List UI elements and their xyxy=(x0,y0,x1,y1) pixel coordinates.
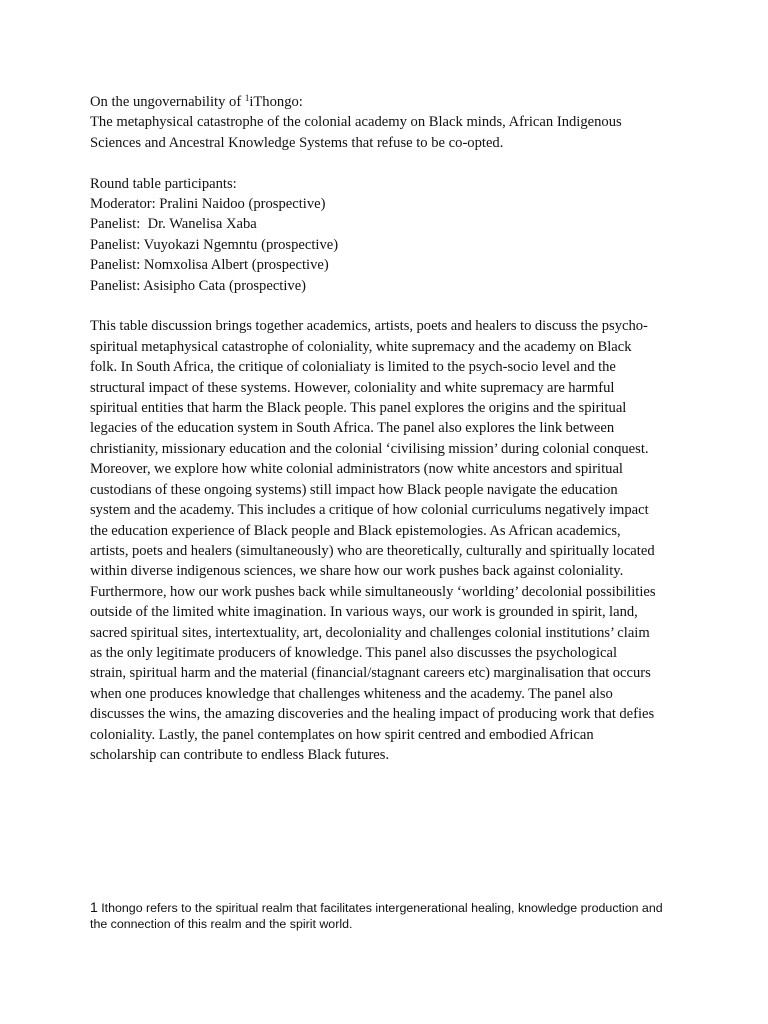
body-line: within diverse indigenous sciences, we share how our work pushes back against coloniality. xyxy=(90,563,624,580)
body-line: artists, poets and healers (simultaneously) who are theoretically, culturally and spiritually located xyxy=(90,542,655,559)
body-line: structural impact of these systems. However, coloniality and white supremacy are harmful xyxy=(90,379,615,396)
footnote-line-1 xyxy=(90,899,690,916)
body-line: christianity, missionary education and the colonial ‘civilising mission’ during colonial conquest. xyxy=(90,440,649,457)
blank-line xyxy=(90,153,682,173)
body-line: outside of the limited white imagination. In various ways, our work is grounded in spirit, land, xyxy=(90,604,638,621)
body-line: strain, spiritual harm and the material (financial/stagnant careers etc) marginalisation that occurs xyxy=(90,665,651,682)
body-line: legacies of the education system in South Africa. The panel also explores the link between xyxy=(90,420,615,437)
participant-item: Moderator: Pralini Naidoo (prospective) xyxy=(90,196,326,213)
blank-line xyxy=(90,296,682,316)
footnote-reference[interactable]: 1 xyxy=(244,93,250,103)
body-line: the education experience of Black people and Black epistemologies. As African academics, xyxy=(90,522,621,539)
body-line: discusses the wins, the amazing discoveries and the healing impact of producing work that defies xyxy=(90,706,655,723)
title-suffix: iThongo: xyxy=(249,94,303,110)
footnote xyxy=(90,899,690,932)
body-line: as the only legitimate producers of knowledge. This panel also discusses the psychological xyxy=(90,644,618,661)
participant-item: Panelist: Dr. Wanelisa Xaba xyxy=(90,216,257,233)
body-line: This table discussion brings together academics, artists, poets and healers to discuss the psycho- xyxy=(90,318,648,335)
body-line: when one produces knowledge that challenges whiteness and the academy. The panel also xyxy=(90,685,613,702)
body-line: sacred spiritual sites, intertextuality, art, decoloniality and challenges colonial institutions’ claim xyxy=(90,624,650,641)
title-prefix: On the ungovernability of xyxy=(90,94,245,110)
body-line: Furthermore, how our work pushes back while simultaneously ‘worlding’ decolonial possibilities xyxy=(90,583,656,600)
participant-item: Panelist: Nomxolisa Albert (prospective) xyxy=(90,257,329,274)
body-line: spiritual metaphysical catastrophe of coloniality, white supremacy and the academy on Black xyxy=(90,338,632,355)
body-line: folk. In South Africa, the critique of colonialiaty is limited to the psych-socio level and the xyxy=(90,359,616,376)
document-title xyxy=(90,92,682,112)
subtitle-line-1: The metaphysical catastrophe of the colonial academy on Black minds, African Indigenous xyxy=(90,114,622,131)
participant-item: Panelist: Asisipho Cata (prospective) xyxy=(90,277,307,294)
body-line: coloniality. Lastly, the panel contemplates on how spirit centred and embodied African xyxy=(90,726,594,743)
participants-heading: Round table participants: xyxy=(90,175,237,192)
footnote-text-1: Ithongo refers to the spiritual realm that facilitates intergenerational healing, knowledge production and xyxy=(97,901,663,915)
body-paragraph xyxy=(90,316,682,765)
body-line: custodians of these ongoing systems) still impact how Black people navigate the education xyxy=(90,481,618,498)
body-line: Moreover, we explore how white colonial administrators (now white ancestors and spiritual xyxy=(90,461,623,478)
footnote-line-2: the connection of this realm and the spirit world. xyxy=(90,917,353,931)
body-line: system and the academy. This includes a critique of how colonial curriculums negatively impact xyxy=(90,502,649,519)
document-body xyxy=(90,92,682,765)
footnote-number: 1 xyxy=(90,899,98,915)
body-line: scholarship can contribute to endless Black futures. xyxy=(90,746,390,763)
participants-list xyxy=(90,194,682,296)
subtitle-line-2: Sciences and Ancestral Knowledge Systems that refuse to be co-opted. xyxy=(90,134,504,151)
body-line: spiritual entities that harm the Black people. This panel explores the origins and the spiritual xyxy=(90,400,627,417)
participant-item: Panelist: Vuyokazi Ngemntu (prospective) xyxy=(90,236,339,253)
